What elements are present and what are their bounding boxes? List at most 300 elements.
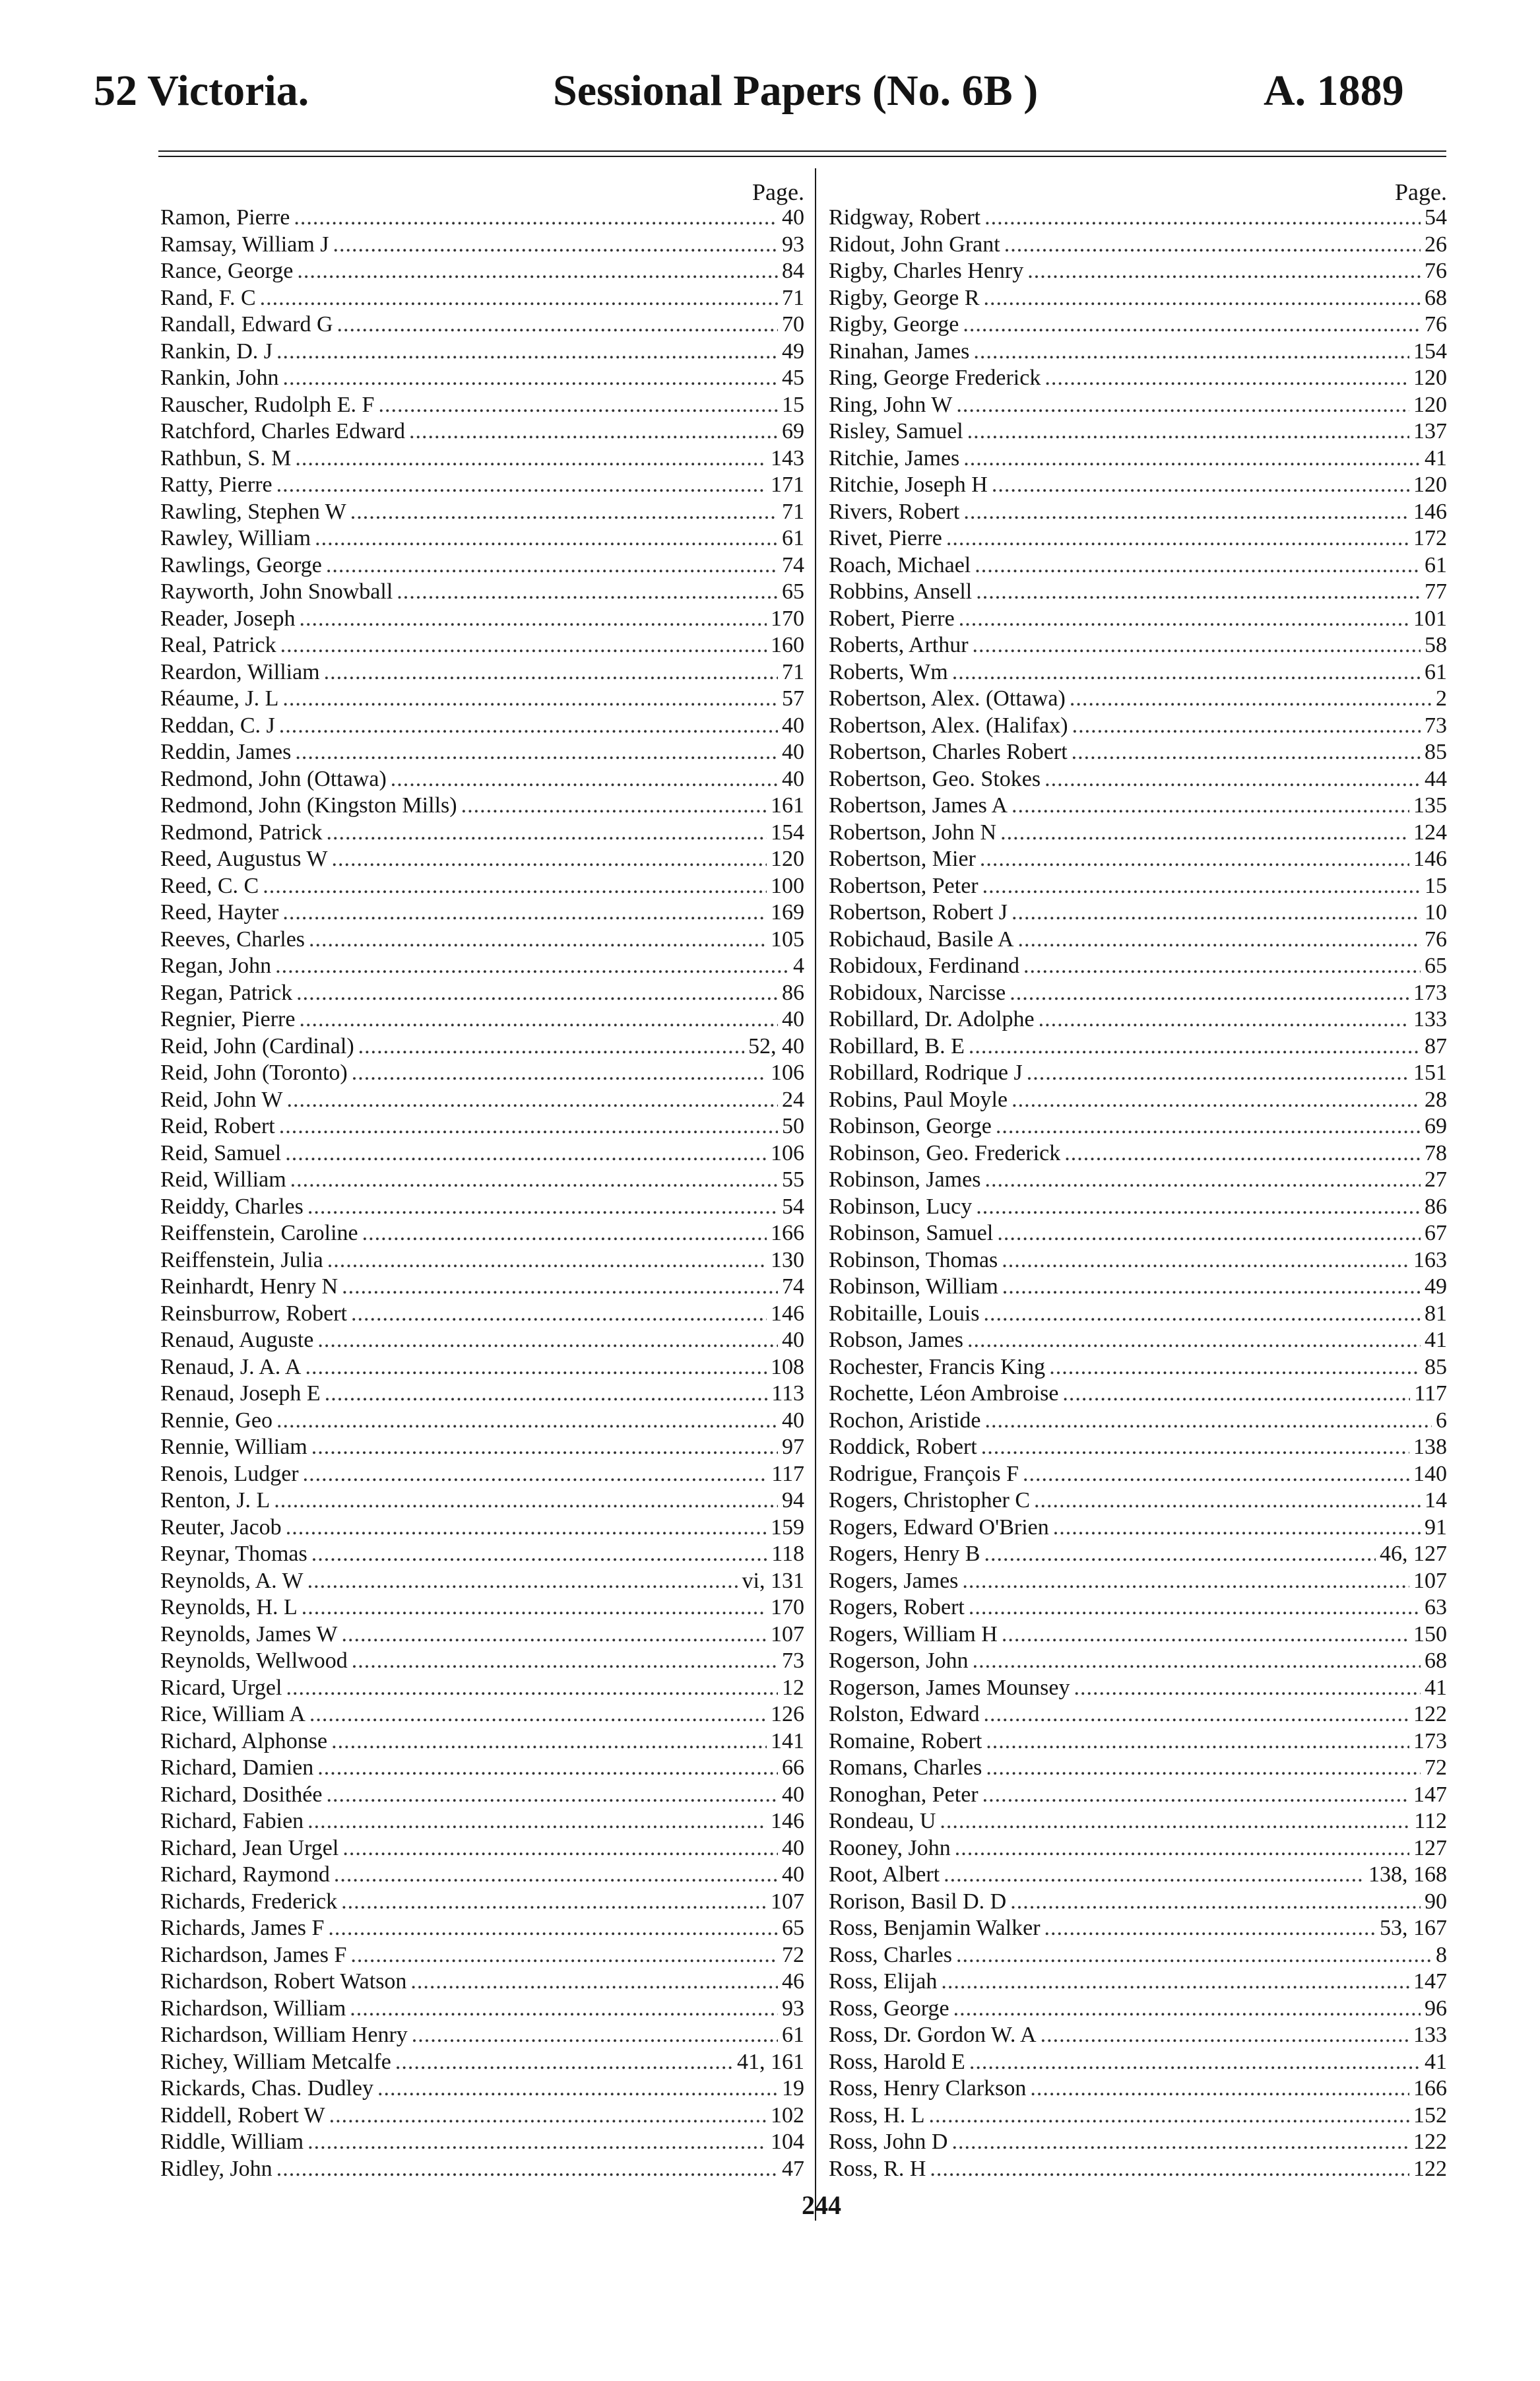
entry-page: 12 bbox=[782, 1675, 804, 1700]
index-entry bbox=[829, 232, 1447, 259]
dot-leader bbox=[327, 820, 767, 847]
dot-leader bbox=[1039, 1006, 1409, 1033]
index-entry bbox=[829, 472, 1447, 499]
dot-leader bbox=[984, 1541, 1376, 1568]
entry-name: Romaine, Robert bbox=[829, 1728, 982, 1753]
index-entry bbox=[829, 1675, 1447, 1702]
entry-page: 19 bbox=[782, 2076, 804, 2101]
entry-page: 113 bbox=[771, 1381, 804, 1406]
entry-name: Robbins, Ansell bbox=[829, 579, 973, 604]
dot-leader bbox=[1034, 1487, 1421, 1515]
entry-page: 133 bbox=[1413, 2023, 1447, 2047]
index-entry bbox=[160, 552, 804, 579]
entry-name: Robidoux, Ferdinand bbox=[829, 954, 1019, 978]
entry-name: Reuter, Jacob bbox=[160, 1515, 282, 1540]
index-entry bbox=[160, 1889, 804, 1916]
entry-name: Richey, William Metcalfe bbox=[160, 2049, 391, 2074]
index-entry bbox=[829, 1274, 1447, 1301]
index-entry bbox=[160, 899, 804, 927]
index-entry bbox=[829, 1942, 1447, 1969]
entry-name: Robillard, B. E bbox=[829, 1033, 965, 1059]
entry-page: 61 bbox=[782, 526, 804, 550]
index-entry bbox=[160, 846, 804, 873]
index-entry bbox=[829, 1915, 1447, 1942]
entry-page: 101 bbox=[1413, 606, 1447, 631]
dot-leader bbox=[294, 205, 778, 232]
entry-page: 154 bbox=[771, 820, 804, 845]
dot-leader bbox=[327, 1247, 767, 1274]
entry-page: 100 bbox=[771, 873, 804, 898]
entry-page: 10 bbox=[1425, 900, 1447, 925]
dot-leader bbox=[327, 1782, 779, 1809]
entry-page: 137 bbox=[1413, 419, 1447, 443]
dot-leader bbox=[311, 1541, 768, 1568]
entry-page: 41 bbox=[1425, 2049, 1447, 2074]
index-entry bbox=[829, 1808, 1447, 1835]
index-entry bbox=[829, 1621, 1447, 1648]
dot-leader bbox=[975, 552, 1421, 579]
entry-name: Robertson, James A bbox=[829, 793, 1008, 818]
entry-page: 63 bbox=[1425, 1595, 1447, 1619]
entry-page: 76 bbox=[1425, 312, 1447, 337]
entry-page: 69 bbox=[1425, 1114, 1447, 1138]
index-entry bbox=[160, 739, 804, 766]
dot-leader bbox=[976, 579, 1421, 606]
index-entry bbox=[829, 2129, 1447, 2156]
index-entry bbox=[829, 1408, 1447, 1435]
entry-name: Rathbun, S. M bbox=[160, 445, 292, 471]
index-entry bbox=[160, 579, 804, 606]
page-column-heading: Page. bbox=[1395, 179, 1447, 205]
entry-page: 45 bbox=[782, 366, 804, 390]
entry-name: Rickards, Chas. Dudley bbox=[160, 2076, 373, 2101]
entry-page: 26 bbox=[1425, 232, 1447, 257]
index-column-left bbox=[160, 179, 804, 2182]
entry-name: Rondeau, U bbox=[829, 1809, 936, 1833]
entry-page: 133 bbox=[1413, 1007, 1447, 1031]
entry-page: 122 bbox=[1413, 1702, 1447, 1726]
entry-page: 159 bbox=[771, 1515, 804, 1540]
entry-name: Ross, Charles bbox=[829, 1942, 952, 1967]
index-entry bbox=[160, 2156, 804, 2183]
entry-name: Robinson, Lucy bbox=[829, 1194, 973, 1219]
entry-name: Ritchie, Joseph H bbox=[829, 473, 988, 497]
entry-page: 40 bbox=[782, 740, 804, 764]
entry-page: 85 bbox=[1425, 740, 1447, 764]
index-entry bbox=[160, 686, 804, 713]
entry-name: Rodrigue, François F bbox=[829, 1461, 1019, 1486]
dot-leader bbox=[973, 339, 1409, 366]
entry-page: 61 bbox=[1425, 552, 1447, 577]
entry-name: Robidoux, Narcisse bbox=[829, 980, 1006, 1005]
index-entry bbox=[829, 499, 1447, 526]
entry-name: Richard, Jean Urgel bbox=[160, 1835, 339, 1860]
dot-leader bbox=[1002, 1247, 1409, 1274]
entry-page: 146 bbox=[771, 1809, 804, 1833]
entry-name: Ross, Henry Clarkson bbox=[829, 2076, 1027, 2101]
entry-page: 147 bbox=[1413, 1969, 1447, 1994]
entry-name: Robillard, Dr. Adolphe bbox=[829, 1007, 1035, 1031]
index-entry bbox=[829, 980, 1447, 1007]
entry-page: 85 bbox=[1425, 1354, 1447, 1379]
entry-page: 140 bbox=[1413, 1461, 1447, 1486]
entry-page: 71 bbox=[782, 285, 804, 310]
entry-name: Renaud, Auguste bbox=[160, 1328, 314, 1352]
index-entry bbox=[829, 552, 1447, 579]
index-entry bbox=[160, 258, 804, 285]
dot-leader bbox=[1010, 1889, 1421, 1916]
dot-leader bbox=[940, 1808, 1410, 1835]
dot-leader bbox=[282, 899, 767, 927]
entry-name: Rivet, Pierre bbox=[829, 526, 942, 550]
entry-name: Reed, C. C bbox=[160, 873, 259, 898]
dot-leader bbox=[352, 1648, 778, 1675]
dot-leader bbox=[981, 1434, 1409, 1461]
entry-page: 71 bbox=[782, 659, 804, 684]
index-entry bbox=[160, 632, 804, 659]
dot-leader bbox=[1044, 766, 1421, 793]
dot-leader bbox=[986, 1728, 1409, 1755]
entry-name: Richardson, Robert Watson bbox=[160, 1969, 407, 1994]
entry-name: Robertson, Peter bbox=[829, 873, 979, 898]
index-entry bbox=[829, 2049, 1447, 2076]
dot-leader bbox=[1070, 686, 1432, 713]
entry-name: Ross, H. L bbox=[829, 2103, 925, 2128]
entry-name: Richardson, James F bbox=[160, 1942, 347, 1967]
entry-page: 135 bbox=[1413, 793, 1447, 818]
index-entry bbox=[829, 339, 1447, 366]
index-entry bbox=[160, 1033, 804, 1060]
dot-leader bbox=[1011, 793, 1409, 820]
entry-page: 120 bbox=[771, 847, 804, 871]
index-entry bbox=[160, 713, 804, 740]
entry-name: Rinahan, James bbox=[829, 339, 970, 364]
dot-leader bbox=[461, 793, 767, 820]
dot-leader bbox=[362, 1220, 767, 1247]
dot-leader bbox=[279, 713, 778, 740]
entry-name: Redmond, John (Ottawa) bbox=[160, 766, 387, 791]
index-entry bbox=[160, 873, 804, 900]
entry-name: Robinson, Samuel bbox=[829, 1221, 994, 1245]
dot-leader bbox=[295, 739, 778, 766]
entry-page: 40 bbox=[782, 1007, 804, 1031]
entry-name: Richardson, William bbox=[160, 1996, 346, 2021]
entry-name: Richard, Fabien bbox=[160, 1809, 304, 1833]
entry-page: 173 bbox=[1413, 1728, 1447, 1753]
entry-page: 40 bbox=[782, 1328, 804, 1352]
entry-name: Rennie, Geo bbox=[160, 1408, 273, 1433]
entry-name: Roach, Michael bbox=[829, 552, 971, 577]
dot-leader bbox=[275, 953, 789, 980]
entry-name: Robertson, John N bbox=[829, 820, 997, 845]
index-entry bbox=[829, 1835, 1447, 1862]
dot-leader bbox=[297, 258, 778, 285]
entry-page: 161 bbox=[771, 793, 804, 818]
entry-name: Ross, R. H bbox=[829, 2156, 926, 2181]
dot-leader bbox=[984, 1701, 1409, 1728]
dot-leader bbox=[309, 1701, 767, 1728]
header-title: Sessional Papers (No. 6B ) bbox=[553, 67, 1039, 115]
entry-page: 166 bbox=[771, 1221, 804, 1245]
index-entry bbox=[160, 1167, 804, 1194]
dot-leader bbox=[410, 1969, 778, 1996]
dot-leader bbox=[967, 418, 1409, 445]
index-entry bbox=[160, 445, 804, 473]
entry-page: 107 bbox=[771, 1621, 804, 1647]
entry-page: 40 bbox=[782, 1408, 804, 1433]
dot-leader bbox=[1041, 2022, 1409, 2049]
dot-leader bbox=[959, 606, 1409, 633]
entry-page: 40 bbox=[782, 1862, 804, 1887]
entry-name: Renton, J. L bbox=[160, 1488, 271, 1513]
index-entry bbox=[160, 525, 804, 552]
index-entry bbox=[829, 579, 1447, 606]
entry-name: Ritchie, James bbox=[829, 445, 960, 471]
entry-page: 166 bbox=[1413, 2076, 1447, 2101]
entry-page: 172 bbox=[1413, 526, 1447, 550]
entry-page: 65 bbox=[1425, 954, 1447, 978]
index-entry bbox=[160, 1541, 804, 1568]
dot-leader bbox=[969, 2049, 1421, 2076]
entry-page: 173 bbox=[1413, 980, 1447, 1005]
entry-name: Rolston, Edward bbox=[829, 1702, 980, 1726]
dot-leader bbox=[276, 2156, 778, 2183]
index-entry bbox=[829, 1515, 1447, 1542]
dot-leader bbox=[279, 1113, 778, 1140]
dot-leader bbox=[1027, 1060, 1409, 1087]
dot-leader bbox=[325, 1381, 768, 1408]
dot-leader bbox=[378, 392, 778, 419]
index-entry bbox=[160, 339, 804, 366]
entry-name: Robertson, Robert J bbox=[829, 900, 1008, 925]
index-entry bbox=[160, 1247, 804, 1274]
dot-leader bbox=[317, 1327, 778, 1354]
entry-name: Robins, Paul Moyle bbox=[829, 1087, 1008, 1112]
entry-name: Richard, Raymond bbox=[160, 1862, 330, 1887]
entry-page: 72 bbox=[1425, 1755, 1447, 1780]
index-entry bbox=[160, 1274, 804, 1301]
dot-leader bbox=[984, 1167, 1421, 1194]
entry-name: Richard, Alphonse bbox=[160, 1728, 328, 1753]
index-entry bbox=[829, 2022, 1447, 2049]
entry-page: 86 bbox=[782, 980, 804, 1005]
dot-leader bbox=[986, 1755, 1421, 1782]
index-column-right bbox=[829, 179, 1447, 2182]
entry-page: 71 bbox=[782, 499, 804, 524]
entry-page: 171 bbox=[771, 473, 804, 497]
dot-leader bbox=[263, 873, 767, 900]
index-entry bbox=[160, 1675, 804, 1702]
entry-name: Ratty, Pierre bbox=[160, 473, 273, 497]
entry-page: 15 bbox=[1425, 873, 1447, 898]
dot-leader bbox=[1044, 1915, 1376, 1942]
entry-name: Robertson, Charles Robert bbox=[829, 740, 1068, 764]
entry-page: 50 bbox=[782, 1114, 804, 1138]
index-entry bbox=[829, 525, 1447, 552]
dot-leader bbox=[963, 311, 1421, 339]
entry-name: Rogerson, John bbox=[829, 1648, 969, 1673]
dot-leader bbox=[1017, 927, 1421, 954]
entry-page: 107 bbox=[1413, 1568, 1447, 1593]
entry-page: 67 bbox=[1425, 1221, 1447, 1245]
index-entry bbox=[160, 1515, 804, 1542]
dot-leader bbox=[296, 980, 778, 1007]
dot-leader bbox=[377, 2075, 778, 2103]
header-rule-top bbox=[158, 150, 1446, 152]
entry-page: 143 bbox=[771, 445, 804, 471]
entry-page: 58 bbox=[1425, 633, 1447, 657]
entry-name: Richards, Frederick bbox=[160, 1889, 338, 1914]
header-session: 52 Victoria. bbox=[94, 67, 309, 115]
dot-leader bbox=[337, 311, 778, 339]
entry-page: 150 bbox=[1413, 1621, 1447, 1647]
entry-name: Robertson, Mier bbox=[829, 847, 976, 871]
entry-page: 6 bbox=[1436, 1408, 1447, 1433]
entry-name: Rochon, Aristide bbox=[829, 1408, 981, 1433]
dot-leader bbox=[350, 1942, 778, 1969]
entry-name: Rawling, Stephen W bbox=[160, 499, 346, 524]
entry-name: Rogers, Henry B bbox=[829, 1542, 980, 1566]
entry-name: Robertson, Geo. Stokes bbox=[829, 766, 1041, 791]
dot-leader bbox=[1044, 365, 1409, 392]
index-entry bbox=[160, 766, 804, 793]
entry-page: 163 bbox=[1413, 1247, 1447, 1272]
index-entry bbox=[829, 1327, 1447, 1354]
entry-name: Randall, Edward G bbox=[160, 312, 333, 337]
dot-leader bbox=[290, 1167, 778, 1194]
entry-name: Robinson, Thomas bbox=[829, 1247, 998, 1272]
dot-leader bbox=[391, 766, 778, 793]
dot-leader bbox=[331, 846, 767, 873]
dot-leader bbox=[331, 1728, 767, 1755]
index-entry bbox=[160, 418, 804, 445]
entry-page: 122 bbox=[1413, 2130, 1447, 2154]
index-entry bbox=[829, 1354, 1447, 1381]
dot-leader bbox=[280, 632, 767, 659]
entry-page: 105 bbox=[771, 927, 804, 952]
entry-page: 70 bbox=[782, 312, 804, 337]
entry-page: 74 bbox=[782, 552, 804, 577]
entry-page: 170 bbox=[771, 1595, 804, 1619]
entry-name: Reinhardt, Henry N bbox=[160, 1274, 338, 1299]
index-entry bbox=[160, 980, 804, 1007]
index-entry bbox=[829, 1434, 1447, 1461]
index-entry bbox=[160, 1060, 804, 1087]
index-list-right bbox=[829, 205, 1447, 2182]
index-entry bbox=[160, 1140, 804, 1167]
entry-page: 27 bbox=[1425, 1167, 1447, 1192]
entry-page: 61 bbox=[782, 2023, 804, 2047]
entry-page: 104 bbox=[771, 2130, 804, 2154]
entry-page: 117 bbox=[1414, 1381, 1447, 1406]
index-entry bbox=[829, 766, 1447, 793]
index-entry bbox=[829, 1113, 1447, 1140]
entry-page: 76 bbox=[1425, 259, 1447, 283]
entry-page: 14 bbox=[1425, 1488, 1447, 1513]
entry-page: 53, 167 bbox=[1380, 1916, 1447, 1940]
dot-leader bbox=[307, 1808, 767, 1835]
dot-leader bbox=[1072, 739, 1421, 766]
dot-leader bbox=[358, 1033, 744, 1060]
dot-leader bbox=[1000, 820, 1409, 847]
entry-name: Reid, John (Cardinal) bbox=[160, 1033, 354, 1059]
entry-name: Robinson, William bbox=[829, 1274, 998, 1299]
index-entry bbox=[829, 873, 1447, 900]
index-entry bbox=[160, 1915, 804, 1942]
index-entry bbox=[160, 392, 804, 419]
index-entry bbox=[160, 1701, 804, 1728]
entry-page: 40 bbox=[782, 205, 804, 230]
entry-page: 15 bbox=[782, 392, 804, 417]
entry-name: Ronoghan, Peter bbox=[829, 1782, 979, 1807]
dot-leader bbox=[299, 1006, 778, 1033]
index-entry bbox=[160, 311, 804, 339]
entry-page: 55 bbox=[782, 1167, 804, 1192]
dot-leader bbox=[980, 846, 1409, 873]
index-entry bbox=[160, 1782, 804, 1809]
entry-page: 117 bbox=[771, 1461, 804, 1486]
dot-leader bbox=[311, 1434, 778, 1461]
index-entry bbox=[829, 1220, 1447, 1247]
dot-leader bbox=[1072, 713, 1421, 740]
entry-name: Ramsay, William J bbox=[160, 232, 329, 257]
entry-page: 65 bbox=[782, 579, 804, 604]
dot-leader bbox=[946, 525, 1409, 552]
entry-name: Rigby, George R bbox=[829, 285, 980, 310]
entry-name: Regnier, Pierre bbox=[160, 1007, 296, 1031]
entry-page: 146 bbox=[1413, 847, 1447, 871]
dot-leader bbox=[352, 1060, 767, 1087]
entry-name: Rogers, James bbox=[829, 1568, 959, 1593]
entry-page: 40 bbox=[782, 1782, 804, 1807]
index-entry bbox=[160, 793, 804, 820]
entry-name: Rawley, William bbox=[160, 526, 311, 550]
dot-leader bbox=[299, 606, 767, 633]
entry-name: Reynar, Thomas bbox=[160, 1542, 307, 1566]
index-entry bbox=[829, 205, 1447, 232]
entry-page: 86 bbox=[1425, 1194, 1447, 1219]
dot-leader bbox=[282, 686, 778, 713]
entry-page: 77 bbox=[1425, 579, 1447, 604]
dot-leader bbox=[1011, 1087, 1421, 1114]
entry-page: 81 bbox=[1425, 1301, 1447, 1326]
entry-page: 106 bbox=[771, 1060, 804, 1085]
index-entry bbox=[160, 606, 804, 633]
entry-name: Reader, Joseph bbox=[160, 606, 296, 631]
entry-name: Reiddy, Charles bbox=[160, 1194, 304, 1219]
index-entry bbox=[829, 899, 1447, 927]
index-entry bbox=[160, 1969, 804, 1996]
index-entry bbox=[829, 953, 1447, 980]
entry-page: vi, 131 bbox=[742, 1568, 804, 1593]
entry-page: 102 bbox=[771, 2103, 804, 2128]
index-entry bbox=[829, 927, 1447, 954]
index-entry bbox=[160, 1648, 804, 1675]
index-entry bbox=[160, 1087, 804, 1114]
entry-page: 41 bbox=[1425, 1328, 1447, 1352]
entry-page: 127 bbox=[1413, 1835, 1447, 1860]
index-entry bbox=[829, 1087, 1447, 1114]
entry-name: Robert, Pierre bbox=[829, 606, 955, 631]
entry-page: 65 bbox=[782, 1916, 804, 1940]
entry-page: 66 bbox=[782, 1755, 804, 1780]
dot-leader bbox=[1074, 1675, 1421, 1702]
dot-leader bbox=[1030, 2075, 1409, 2103]
entry-name: Redmond, John (Kingston Mills) bbox=[160, 793, 457, 818]
entry-name: Rogers, Christopher C bbox=[829, 1488, 1031, 1513]
entry-name: Reid, William bbox=[160, 1167, 286, 1192]
entry-name: Riddell, Robert W bbox=[160, 2103, 325, 2128]
